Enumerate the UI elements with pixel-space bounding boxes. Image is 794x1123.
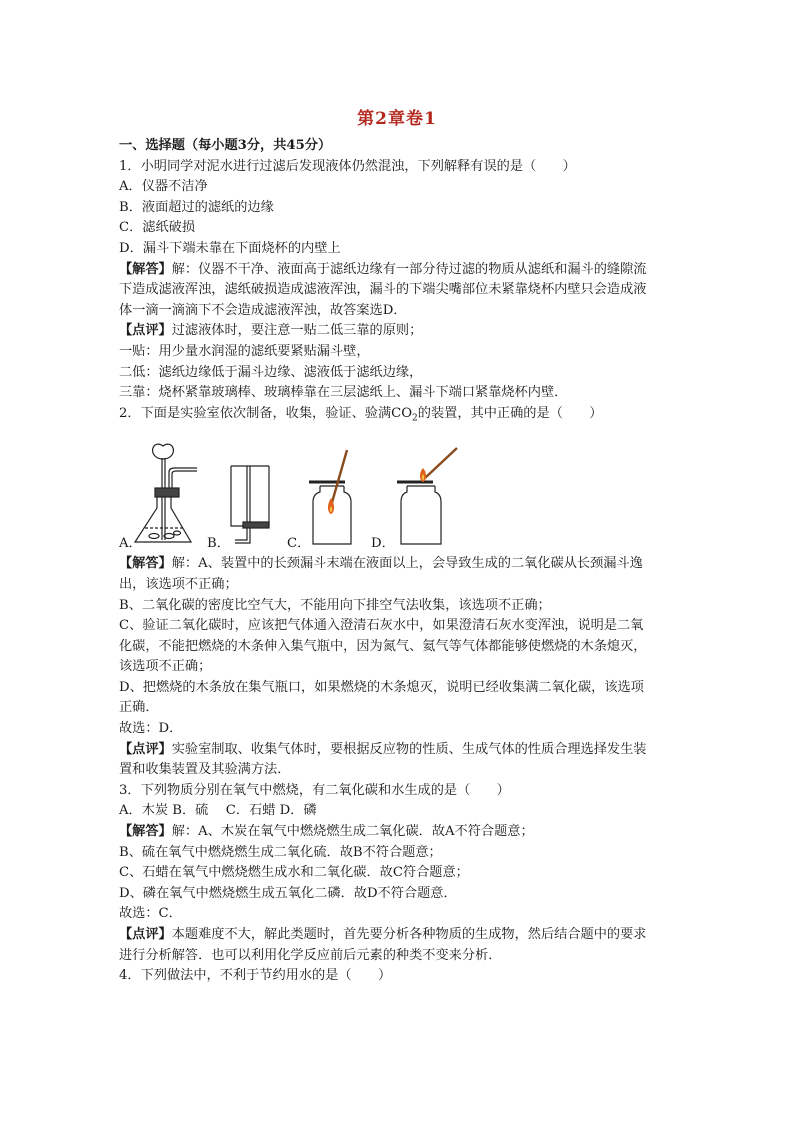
q2-stem-pre: 2．下面是实验室依次制备，收集，验证、验满CO [119,405,413,421]
q2-answer-line-1 [119,554,689,575]
label-b: B． [207,535,230,551]
q1-comment-line-1 [119,321,689,342]
q2-stem [119,404,689,425]
comment-tag: 【点评】 [119,323,172,339]
apparatus-b [207,436,287,554]
q1-comment-text-1: 过滤液体时，要注意一贴二低三靠的原则； [171,323,423,339]
q1-comment-line-4: 三靠：烧杯紧靠玻璃棒、玻璃棒靠在三层滤纸上、漏斗下端口紧靠烧杯内壁． [119,385,568,401]
comment-tag: 【点评】 [119,927,172,942]
q3-options: A．木炭 B．硫 C．石蜡 D．磷 [119,803,317,819]
label-a: A． [119,535,142,551]
q1-option-b: B．液面超过的滤纸的边缘 [119,199,274,215]
q1-answer-line-3: 体一滴一滴滴下不会造成滤液浑浊，故答案选D． [119,302,407,318]
apparatus-c [287,436,371,554]
comment-tag: 【点评】 [119,741,172,757]
answer-tag: 【解答】 [119,824,172,840]
q3-comment-text-1: 本题难度不大，解此类题时，首先要分析各种物质的生成物，然后结合题中的要求 [171,927,647,942]
q1-option-d: D．漏斗下端未靠在下面烧杯的内壁上 [119,240,341,256]
apparatus-a [119,436,209,554]
q1-stem: 1．小明同学对泥水进行过滤后发现液体仍然混浊，下列解释有误的是（ ） [119,158,576,174]
q1-option-a: A．仪器不洁净 [119,179,208,195]
q1-option-c: C．滤纸破损 [119,220,196,236]
q1-answer-text-1: 解：仪器不干净、液面高于滤纸边缘有一部分待过滤的物质从滤纸和漏斗的缝隙流 [171,261,647,277]
q2-answer-line-4: C、验证二氧化碳时，应该把气体通入澄清石灰水中，如果澄清石灰水变浑浊，说明是二氧 [119,618,644,634]
apparatus-d [371,436,471,554]
q3-comment-line-2: 进行分析解答．也可以利用化学反应前后元素的种类不变来分析． [119,947,502,963]
q1-comment-line-2: 一贴：用少量水润湿的滤纸要紧贴漏斗壁， [119,343,370,359]
q2-stem-subscript: 2 [412,413,418,424]
q3-answer-line-1 [119,822,689,843]
q2-answer-line-6: 该选项不正确； [119,659,212,675]
q2-answer-line-8: 正确． [119,700,159,716]
answer-tag: 【解答】 [119,261,172,277]
q2-answer-line-3: B、二氧化碳的密度比空气大，不能用向下排空气法收集，该选项不正确； [119,597,551,613]
q2-answer-line-7: D、把燃烧的木条放在集气瓶口，如果燃烧的木条熄灭，说明已经收集满二氧化碳，该选项 [119,679,644,695]
q3-answer-line-5: 故选：C． [119,906,182,922]
apparatus-figure [119,436,689,554]
answer-tag: 【解答】 [119,556,172,572]
q3-answer-text-1: 解：A、木炭在氧气中燃烧燃生成二氧化碳．故A不符合题意； [171,824,534,840]
section-heading: 一、选择题（每小题3分，共45分） [119,138,332,153]
q3-answer-line-2: B、硫在氧气中燃烧燃生成二氧化硫．故B不符合题意； [119,844,442,860]
q2-answer-line-5: 化碳，不能把燃烧的木条伸入集气瓶中，因为氮气、氦气等气体都能够使燃烧的木条熄灭， [119,638,647,654]
q3-comment-line-1 [119,925,689,946]
q2-stem-post: 的装置，其中正确的是（ ） [417,405,603,421]
document-body [119,136,689,987]
q2-answer-line-2: 出，该选项不正确； [119,576,238,592]
label-d: D． [371,535,395,551]
q2-comment-text-1: 实验室制取、收集气体时，要根据反应物的性质、生成气体的性质合理选择发生装 [171,741,647,757]
q2-comment-line-2: 置和收集装置及其验满方法． [119,762,291,778]
q3-stem: 3．下列物质分别在氧气中燃烧，有二氧化碳和水生成的是（ ） [119,782,510,798]
q3-answer-line-4: D、磷在氧气中燃烧燃生成五氧化二磷．故D不符合题意． [119,885,457,901]
q1-answer-line-1 [119,260,689,281]
q3-answer-line-3: C、石蜡在氧气中燃烧燃生成水和二氧化碳．故C符合题意； [119,865,469,881]
label-c: C． [287,535,311,551]
q2-comment-line-1 [119,740,689,761]
document-title: 第2章卷1 [357,109,437,129]
q2-answer-line-9: 故选：D． [119,721,183,737]
q1-comment-line-3: 二低：滤纸边缘低于漏斗边缘、滤液低于滤纸边缘， [119,364,423,380]
q2-answer-text-1: 解：A、装置中的长颈漏斗末端在液面以上，会导致生成的二氧化碳从长颈漏斗逸 [171,556,643,572]
q4-stem: 4．下列做法中，不利于节约用水的是（ ） [119,968,392,984]
q1-answer-line-2: 下造成滤液浑浊，滤纸破损造成滤液浑浊，漏斗的下端尖嘴部位未紧靠烧杯内壁只会造成液 [119,282,647,298]
